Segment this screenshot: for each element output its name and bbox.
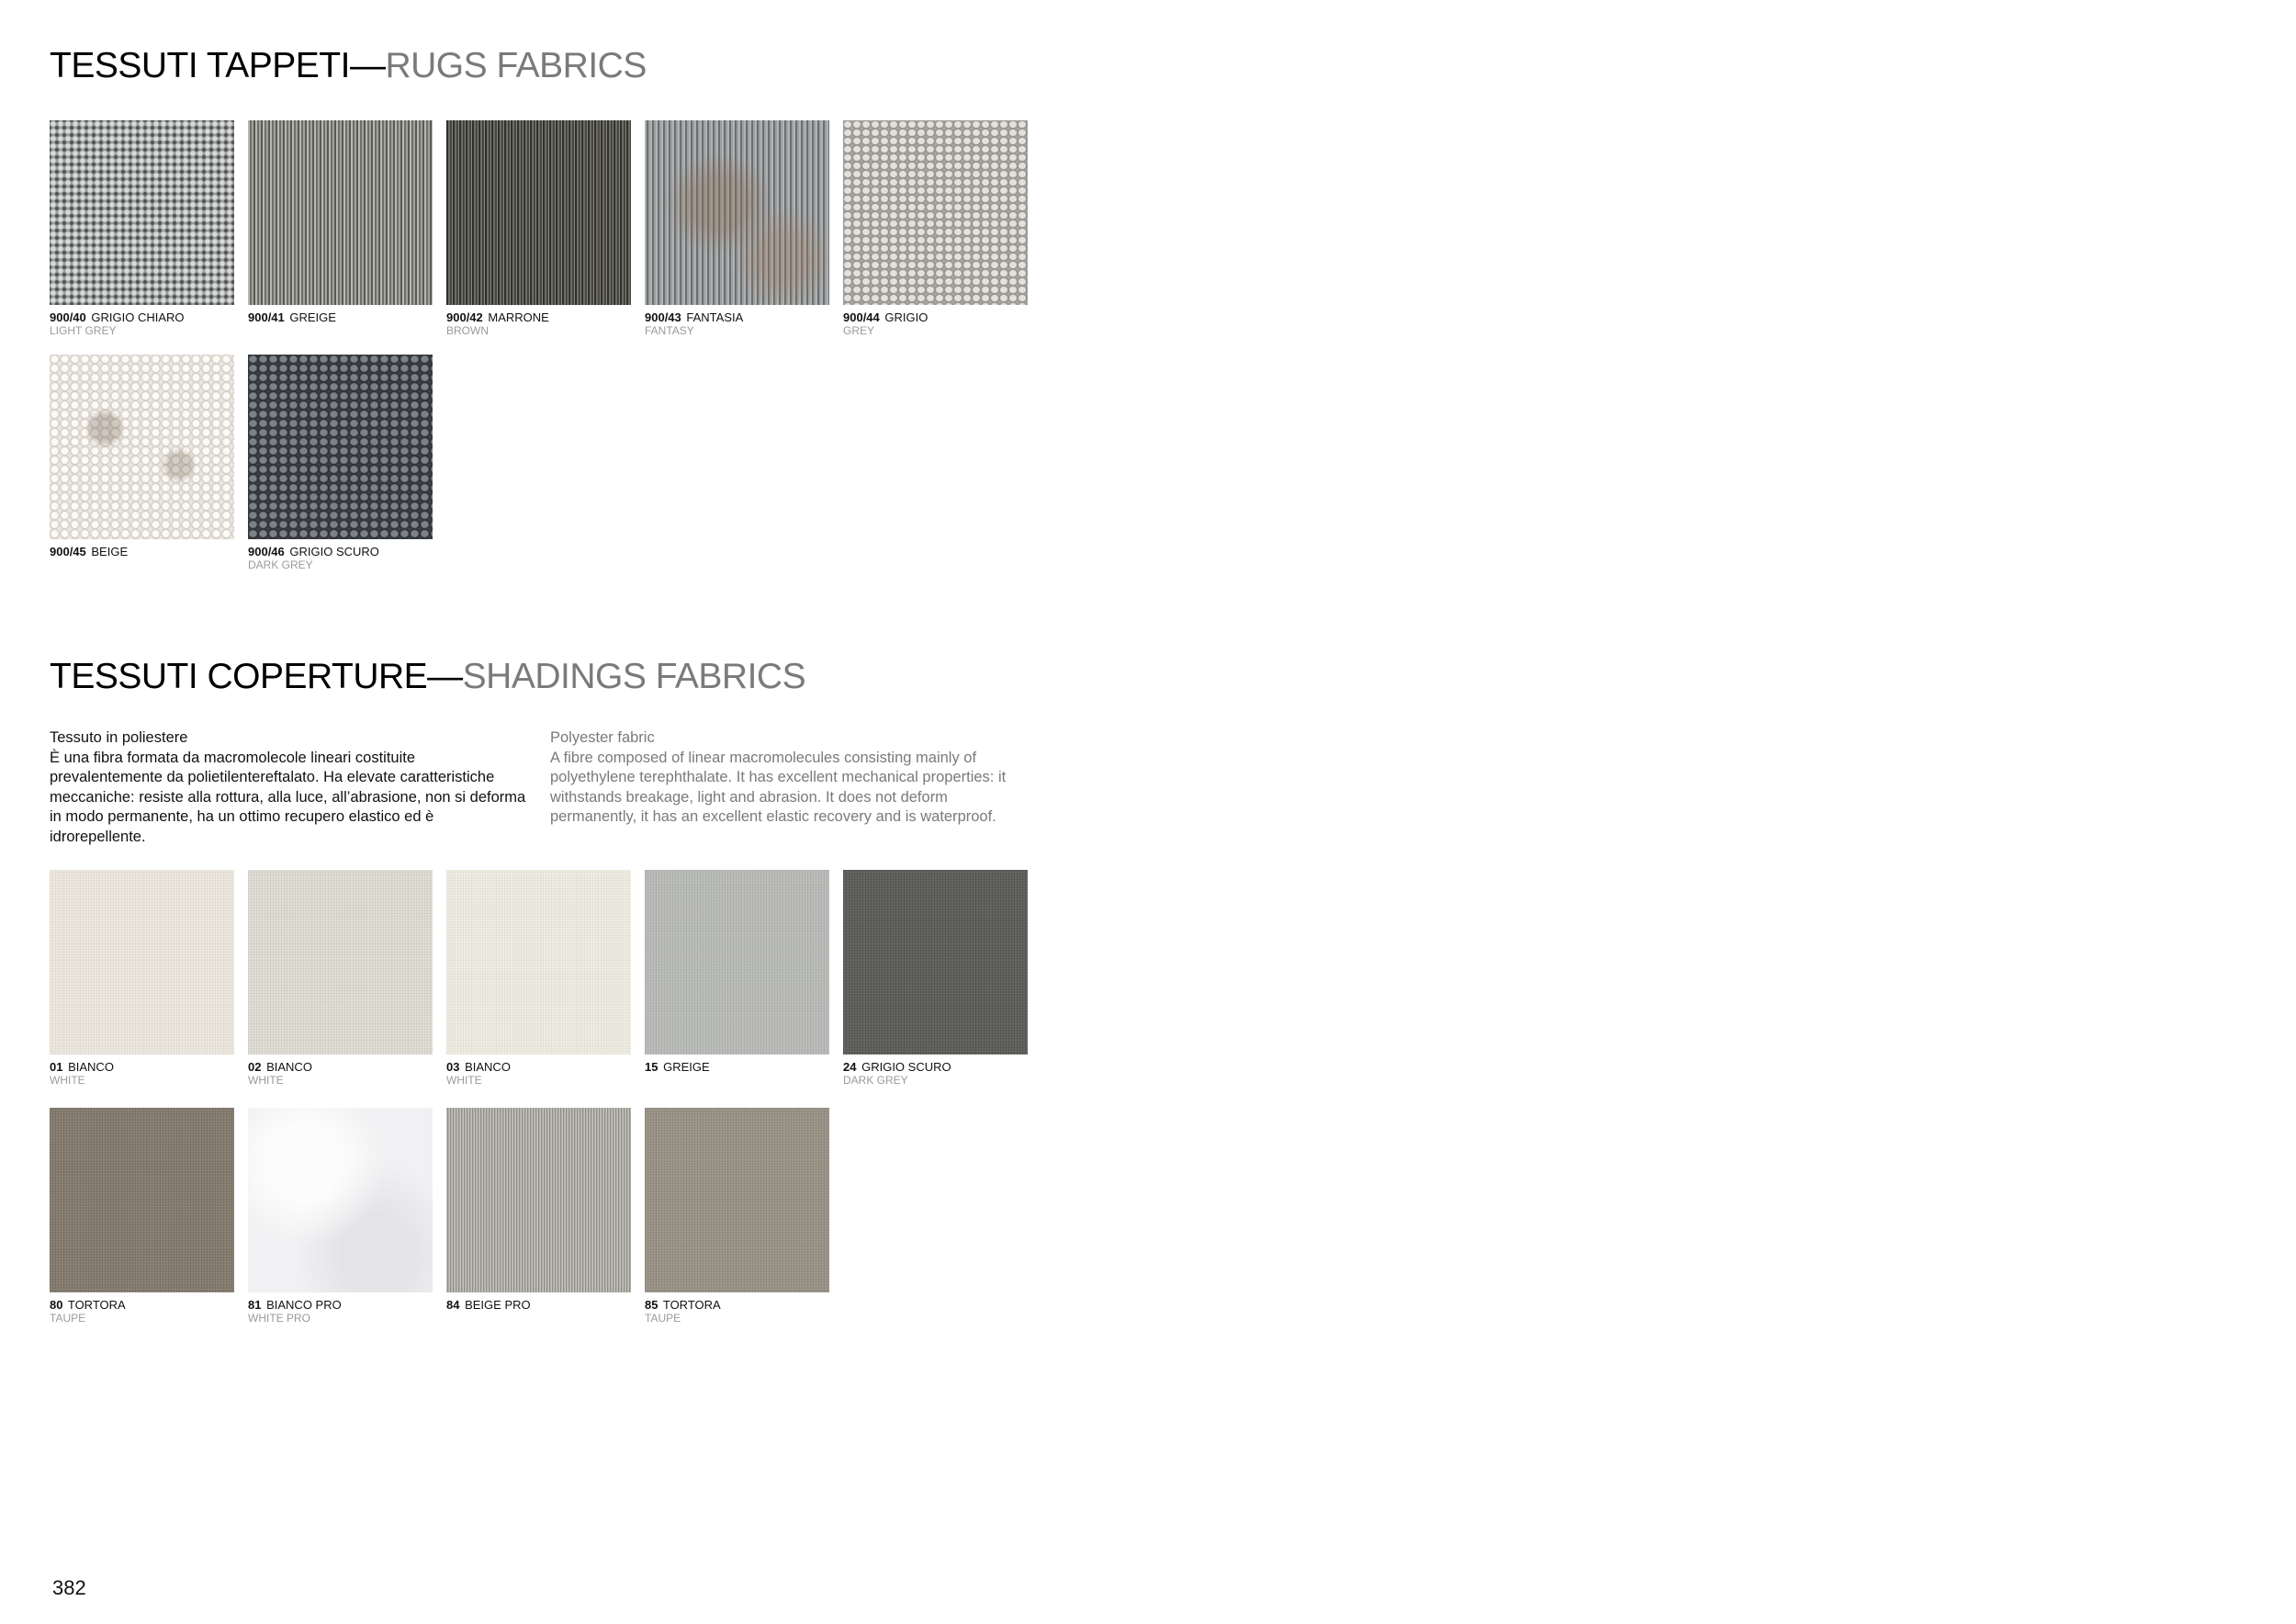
fabric-swatch-image xyxy=(248,1108,433,1292)
swatch-name: BIANCO xyxy=(266,1060,312,1074)
swatch-card[interactable] xyxy=(843,120,1028,337)
swatch-code: 80 xyxy=(50,1298,63,1312)
swatch-label xyxy=(50,1299,234,1312)
fabric-swatch-image xyxy=(843,870,1028,1054)
swatch-label xyxy=(645,1061,829,1074)
swatch-label xyxy=(248,311,433,324)
swatch-name: GRIGIO SCURO xyxy=(861,1060,951,1074)
swatch-code: 84 xyxy=(446,1298,460,1312)
swatch-card[interactable] xyxy=(248,120,433,324)
swatch-card[interactable] xyxy=(50,870,234,1087)
swatch-name: GRIGIO CHIARO xyxy=(91,310,185,324)
swatch-label xyxy=(645,1299,829,1312)
fabric-swatch-image xyxy=(50,355,234,539)
swatch-name: GREIGE xyxy=(663,1060,710,1074)
swatch-name: TORTORA xyxy=(67,1298,126,1312)
fabric-swatch-image xyxy=(50,120,234,305)
swatch-name-en: BROWN xyxy=(446,324,489,337)
swatch-label xyxy=(50,546,234,558)
swatch-code: 85 xyxy=(645,1298,658,1312)
swatch-label xyxy=(248,546,433,558)
swatch-code: 24 xyxy=(843,1060,857,1074)
swatch-code: 03 xyxy=(446,1060,460,1074)
swatch-name-en: GREY xyxy=(843,324,875,337)
fabric-swatch-image xyxy=(50,1108,234,1292)
swatch-name-en: TAUPE xyxy=(50,1312,86,1325)
fabric-swatch-image xyxy=(645,120,829,305)
swatch-name-en: DARK GREY xyxy=(248,558,313,571)
swatch-code: 900/42 xyxy=(446,310,483,324)
swatch-name-en: WHITE PRO xyxy=(248,1312,310,1325)
swatch-card[interactable] xyxy=(248,870,433,1087)
swatch-code: 900/41 xyxy=(248,310,285,324)
swatch-label xyxy=(50,311,234,324)
description-italian xyxy=(50,728,527,847)
swatch-label xyxy=(843,1061,1028,1074)
swatch-code: 900/44 xyxy=(843,310,880,324)
swatch-name: GRIGIO xyxy=(884,310,929,324)
swatch-label xyxy=(645,311,829,324)
swatch-code: 81 xyxy=(248,1298,262,1312)
fabric-swatch-image xyxy=(843,120,1028,305)
title-dash: — xyxy=(349,46,386,85)
description-heading: Polyester fabric xyxy=(550,729,655,746)
fabric-swatch-image xyxy=(248,870,433,1054)
swatch-name-en: WHITE xyxy=(248,1074,284,1087)
description-body: È una fibra formata da macromolecole lineari costituite prevalentemente da polietilentereftalato. Ha elevate caratteristiche meccaniche: resiste alla rottura, alla luce, all’abrasione, non si deforma in modo permanente, ha un ottimo recupero elastico ed è idrorepellente. xyxy=(50,749,526,845)
swatch-label xyxy=(446,1299,631,1312)
swatch-card[interactable] xyxy=(645,120,829,337)
description-heading: Tessuto in poliestere xyxy=(50,729,188,746)
swatch-name-en: DARK GREY xyxy=(843,1074,908,1087)
fabric-swatch-image xyxy=(446,870,631,1054)
swatch-name: BEIGE PRO xyxy=(465,1298,531,1312)
swatch-card[interactable] xyxy=(645,870,829,1074)
swatch-card[interactable] xyxy=(248,1108,433,1325)
fabric-swatch-image xyxy=(248,355,433,539)
swatch-name: BIANCO xyxy=(68,1060,114,1074)
swatch-code: 02 xyxy=(248,1060,262,1074)
swatch-label xyxy=(446,311,631,324)
swatch-label xyxy=(843,311,1028,324)
rugs-title-en: RUGS FABRICS xyxy=(385,46,647,85)
shadings-title-it: TESSUTI COPERTURE xyxy=(50,657,428,696)
shadings-section-title xyxy=(50,659,805,694)
swatch-card[interactable] xyxy=(446,120,631,337)
swatch-code: 15 xyxy=(645,1060,658,1074)
swatch-name: BIANCO xyxy=(465,1060,511,1074)
swatch-name-en: WHITE xyxy=(50,1074,85,1087)
fabric-swatch-image xyxy=(50,870,234,1054)
swatch-name-en: TAUPE xyxy=(645,1312,681,1325)
swatch-code: 01 xyxy=(50,1060,63,1074)
fabric-swatch-image xyxy=(446,1108,631,1292)
swatch-card[interactable] xyxy=(248,355,433,571)
swatch-code: 900/43 xyxy=(645,310,681,324)
swatch-code: 900/45 xyxy=(50,545,86,558)
swatch-label xyxy=(248,1061,433,1074)
swatch-name: TORTORA xyxy=(662,1298,721,1312)
swatch-label xyxy=(446,1061,631,1074)
swatch-name: FANTASIA xyxy=(686,310,744,324)
swatch-card[interactable] xyxy=(50,1108,234,1325)
description-body: A fibre composed of linear macromolecules consisting mainly of polyethylene terephthalate. It has excellent mechanical properties: it withstands breakage, light and abrasion. It does not deform permanently, it has an excellent elastic recovery and is waterproof. xyxy=(550,749,1007,825)
fabric-swatch-image xyxy=(645,870,829,1054)
swatch-card[interactable] xyxy=(446,1108,631,1312)
swatch-name: MARRONE xyxy=(488,310,549,324)
title-dash: — xyxy=(427,657,463,696)
fabric-swatch-image xyxy=(645,1108,829,1292)
swatch-name-en: WHITE xyxy=(446,1074,482,1087)
swatch-code: 900/40 xyxy=(50,310,86,324)
swatch-name: GRIGIO SCURO xyxy=(289,545,379,558)
swatch-label xyxy=(248,1299,433,1312)
swatch-card[interactable] xyxy=(50,120,234,337)
fabric-swatch-image xyxy=(446,120,631,305)
swatch-name: BIANCO PRO xyxy=(266,1298,342,1312)
rugs-title-it: TESSUTI TAPPETI xyxy=(50,46,350,85)
swatch-label xyxy=(50,1061,234,1074)
swatch-card[interactable] xyxy=(645,1108,829,1325)
shadings-title-en: SHADINGS FABRICS xyxy=(462,657,806,696)
page-number: 382 xyxy=(52,1576,86,1599)
swatch-name-en: LIGHT GREY xyxy=(50,324,117,337)
swatch-name: BEIGE xyxy=(91,545,129,558)
rugs-section-title xyxy=(50,48,647,84)
swatch-card[interactable] xyxy=(50,355,234,558)
swatch-card[interactable] xyxy=(446,870,631,1087)
fabric-swatch-image xyxy=(248,120,433,305)
swatch-code: 900/46 xyxy=(248,545,285,558)
swatch-name-en: FANTASY xyxy=(645,324,694,337)
swatch-name: GREIGE xyxy=(289,310,336,324)
swatch-card[interactable] xyxy=(843,870,1028,1087)
description-english xyxy=(550,728,1028,828)
